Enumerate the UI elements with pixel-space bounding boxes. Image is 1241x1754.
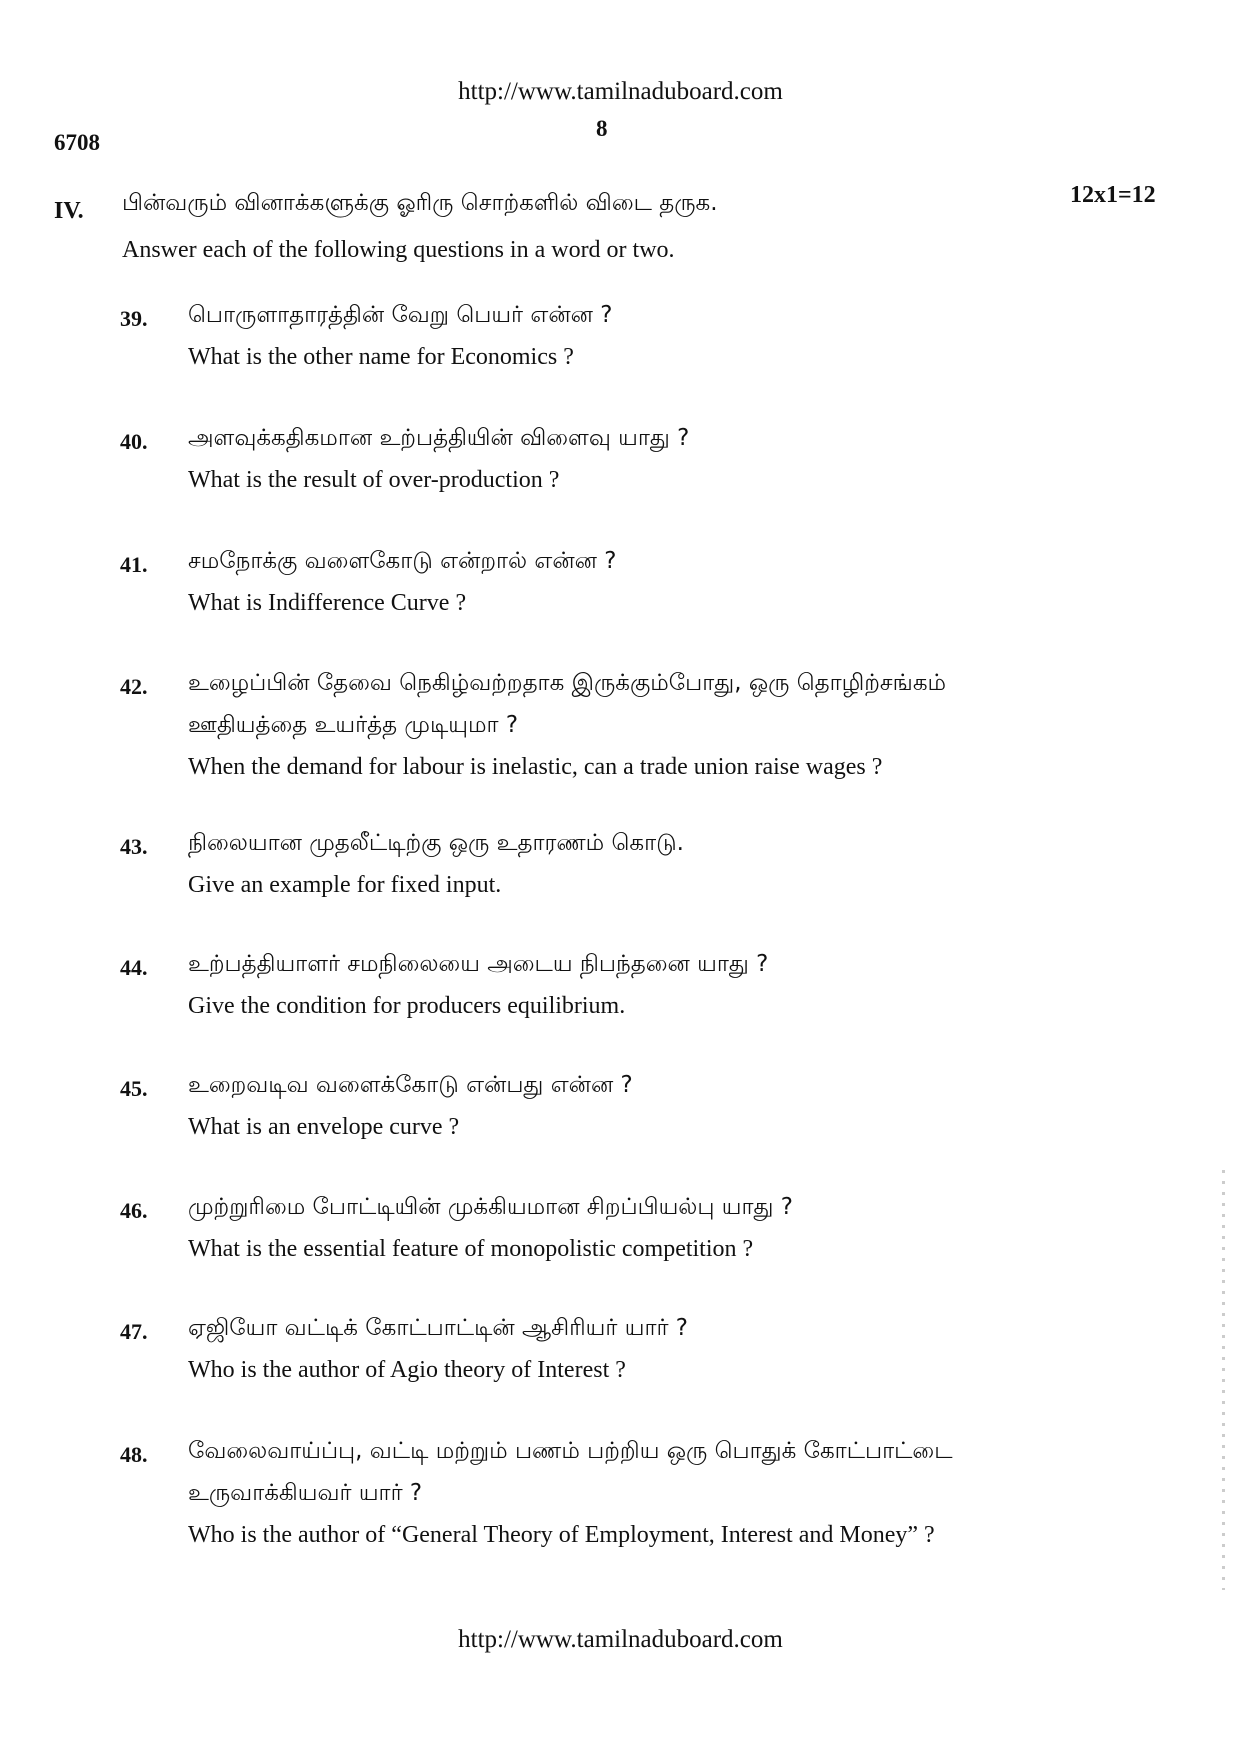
question-number: 48. <box>120 1442 148 1467</box>
question-english: What is the result of over-production ? <box>188 467 560 493</box>
question-english: What is an envelope curve ? <box>188 1114 460 1140</box>
question-tamil: ஏஜியோ வட்டிக் கோட்பாட்டின் ஆசிரியர் யார் ? <box>188 1315 689 1341</box>
question-number: 45. <box>120 1076 148 1101</box>
question-number: 39. <box>120 306 148 331</box>
question-tamil: சமநோக்கு வளைகோடு என்றால் என்ன ? <box>188 548 617 574</box>
question-tamil: உறைவடிவ வளைக்கோடு என்பது என்ன ? <box>188 1072 633 1098</box>
section-instruction-english: Answer each of the following questions in a word or two. <box>122 237 675 263</box>
question-tamil: உற்பத்தியாளர் சமநிலையை அடைய நிபந்தனை யாது ? <box>188 951 769 977</box>
question-tamil: நிலையான முதலீட்டிற்கு ஒரு உதாரணம் கொடு. <box>188 830 684 856</box>
question-tamil-line2: ஊதியத்தை உயர்த்த முடியுமா ? <box>188 712 519 738</box>
question-number: 43. <box>120 834 148 859</box>
question-english: What is the other name for Economics ? <box>188 344 574 370</box>
question-number: 41. <box>120 552 148 577</box>
question-number: 44. <box>120 955 148 980</box>
header-url[interactable]: http://www.tamilnaduboard.com <box>458 78 783 105</box>
paper-code: 6708 <box>54 130 100 155</box>
question-tamil: அளவுக்கதிகமான உற்பத்தியின் விளைவு யாது ? <box>188 425 690 451</box>
section-marks: 12x1=12 <box>1070 182 1156 208</box>
section-instruction-tamil: பின்வரும் வினாக்களுக்கு ஓரிரு சொற்களில் விடை தருக. <box>122 190 718 216</box>
question-tamil: பொருளாதாரத்தின் வேறு பெயர் என்ன ? <box>188 302 613 328</box>
question-english: Give an example for fixed input. <box>188 872 502 898</box>
question-english: Who is the author of “General Theory of Employment, Interest and Money” ? <box>188 1522 935 1548</box>
question-tamil: முற்றுரிமை போட்டியின் முக்கியமான சிறப்பியல்பு யாது ? <box>188 1194 794 1220</box>
question-number: 40. <box>120 429 148 454</box>
question-english: Who is the author of Agio theory of Interest ? <box>188 1357 626 1383</box>
question-number: 47. <box>120 1319 148 1344</box>
question-number: 46. <box>120 1198 148 1223</box>
scan-edge-artifact <box>1222 1170 1225 1590</box>
question-english: What is the essential feature of monopolistic competition ? <box>188 1236 754 1262</box>
question-english: Give the condition for producers equilibrium. <box>188 993 626 1019</box>
section-roman: IV. <box>54 198 84 224</box>
question-tamil: வேலைவாய்ப்பு, வட்டி மற்றும் பணம் பற்றிய ஒரு பொதுக் கோட்பாட்டை <box>188 1438 953 1464</box>
question-tamil: உழைப்பின் தேவை நெகிழ்வற்றதாக இருக்கும்போது, ஒரு தொழிற்சங்கம் <box>188 670 947 696</box>
page-number: 8 <box>596 116 608 141</box>
question-english: When the demand for labour is inelastic, can a trade union raise wages ? <box>188 754 883 780</box>
footer-url[interactable]: http://www.tamilnaduboard.com <box>458 1626 783 1653</box>
question-english: What is Indifference Curve ? <box>188 590 467 616</box>
question-number: 42. <box>120 674 148 699</box>
question-tamil-line2: உருவாக்கியவர் யார் ? <box>188 1480 423 1506</box>
